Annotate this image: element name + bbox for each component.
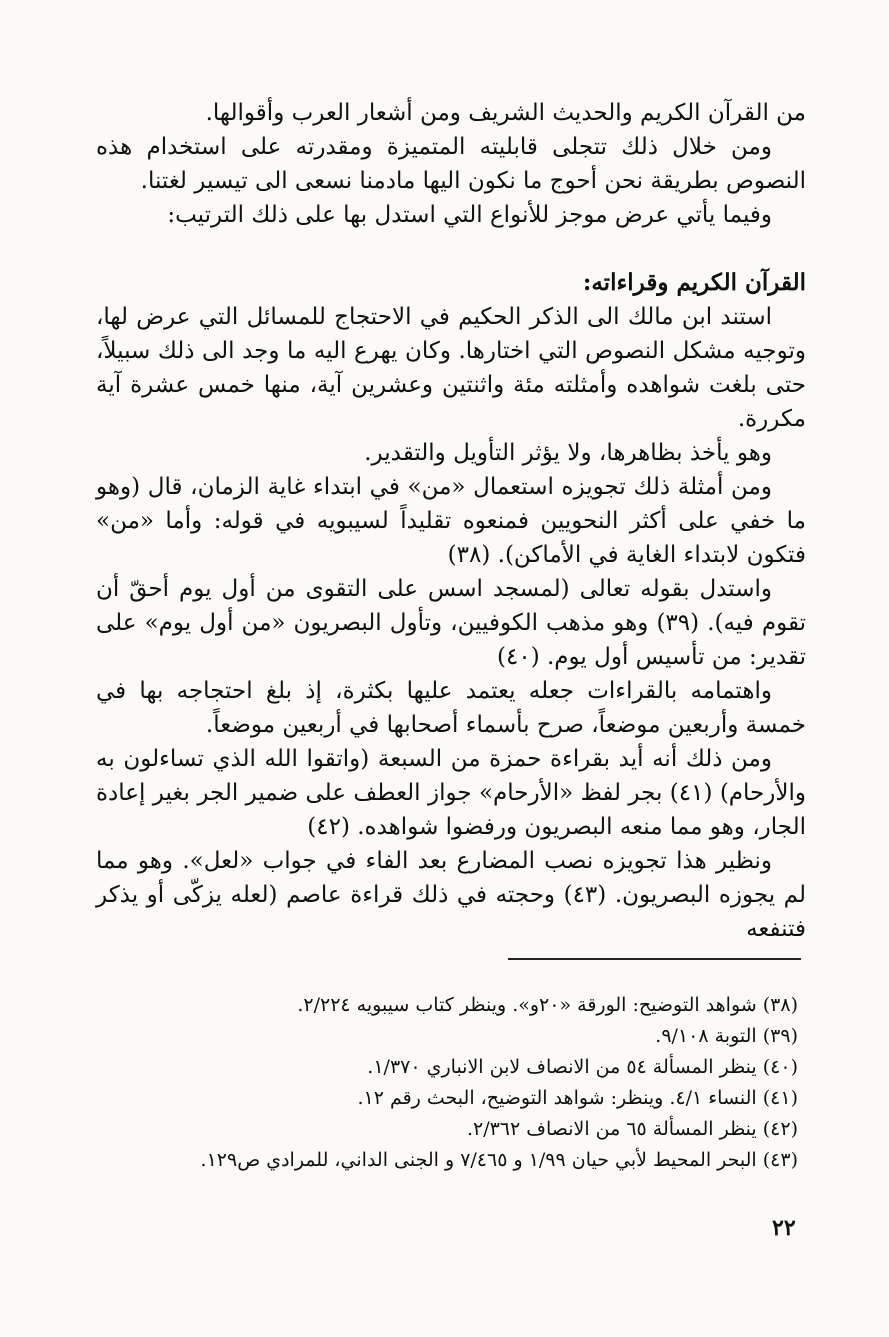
paragraph-10: ونظير هذا تجويزه نصب المضارع بعد الفاء في جواب «لعل». وهو مما لم يجوزه البصريون. (٤٣) وحجته في ذلك قراءة عاصم (لعله يزكّى أو يذكر فتنفعه [96, 848, 806, 942]
footnote-38: (٣٨) شواهد التوضيح: الورقة «٢٠و». وينظر كتاب سيبويه ٢/٢٢٤. [297, 994, 798, 1016]
paragraph-4: استند ابن مالك الى الذكر الحكيم في الاحتجاج للمسائل التي عرض لها، وتوجيه مشكل النصوص التي اختارها. وكان يهرع اليه ما وجد الى ذلك سبيلاً، حتى بلغت شواهده وأمثلته مئة واثنتين وعشرين آية، منها خمس عشرة آية مكررة. [96, 304, 806, 432]
paragraph-2: ومن خلال ذلك تتجلى قابليته المتميزة ومقدرته على استخدام هذه النصوص بطريقة نحن أحوج ما نكون اليها مادمنا نسعى الى تيسير لغتنا. [96, 134, 806, 194]
paragraph-5: وهو يأخذ بظاهرها، ولا يؤثر التأويل والتقدير. [364, 440, 772, 466]
page-number: ٢٢ [772, 1215, 796, 1241]
footnote-41: (٤١) النساء ٤/١. وينظر: شواهد التوضيح، البحث رقم ١٢. [357, 1087, 798, 1109]
footnote-42: (٤٢) ينظر المسألة ٦٥ من الانصاف ٢/٣٦٢. [466, 1118, 798, 1140]
footnote-43: (٤٣) البحر المحيط لأبي حيان ١/٩٩ و ٧/٤٦٥ و الجنى الداني، للمرادي ص١٢٩. [200, 1149, 798, 1171]
main-text [96, 96, 806, 946]
section-heading: القرآن الكريم وقراءاته: [582, 269, 806, 296]
paragraph-6: ومن أمثلة ذلك تجويزه استعمال «من» في ابتداء غاية الزمان، قال (وهو ما خفي على أكثر النحويين فمنعوه تقليداً لسيبويه في قوله: وأما «من» فتكون لابتداء الغاية في الأماكن). (٣٨) [96, 474, 806, 568]
paragraph-3: وفيما يأتي عرض موجز للأنواع التي استدل بها على ذلك الترتيب: [167, 202, 772, 228]
footnotes [96, 990, 806, 1176]
paragraph-8: واهتمامه بالقراءات جعله يعتمد عليها بكثرة، إذ بلغ احتجاجه بها في خمسة وأربعين موضعاً، صرح بأسماء أصحابها في أربعين موضعاً. [96, 678, 806, 738]
paragraph-7: واستدل بقوله تعالى (لمسجد اسس على التقوى من أول يوم أحقّ أن تقوم فيه). (٣٩) وهو مذهب الكوفيين، وتأول البصريون «من أول يوم» على تقدير: من تأسيس أول يوم. (٤٠) [96, 576, 806, 670]
footnote-39: (٣٩) التوبة ٩/١٠٨. [655, 1025, 798, 1047]
paragraph-1: من القرآن الكريم والحديث الشريف ومن أشعار العرب وأقوالها. [205, 100, 806, 126]
footnote-40: (٤٠) ينظر المسألة ٥٤ من الانصاف لابن الانباري ١/٣٧٠. [367, 1056, 798, 1078]
paragraph-9: ومن ذلك أنه أيد بقراءة حمزة من السبعة (واتقوا الله الذي تساءلون به والأرحام) (٤١) بجر لفظ «الأرحام» جواز العطف على ضمير الجر بغير إعادة الجار، وهو مما منعه البصريون ورفضوا شواهده. (٤٢) [96, 746, 806, 840]
footnote-divider [508, 958, 801, 960]
